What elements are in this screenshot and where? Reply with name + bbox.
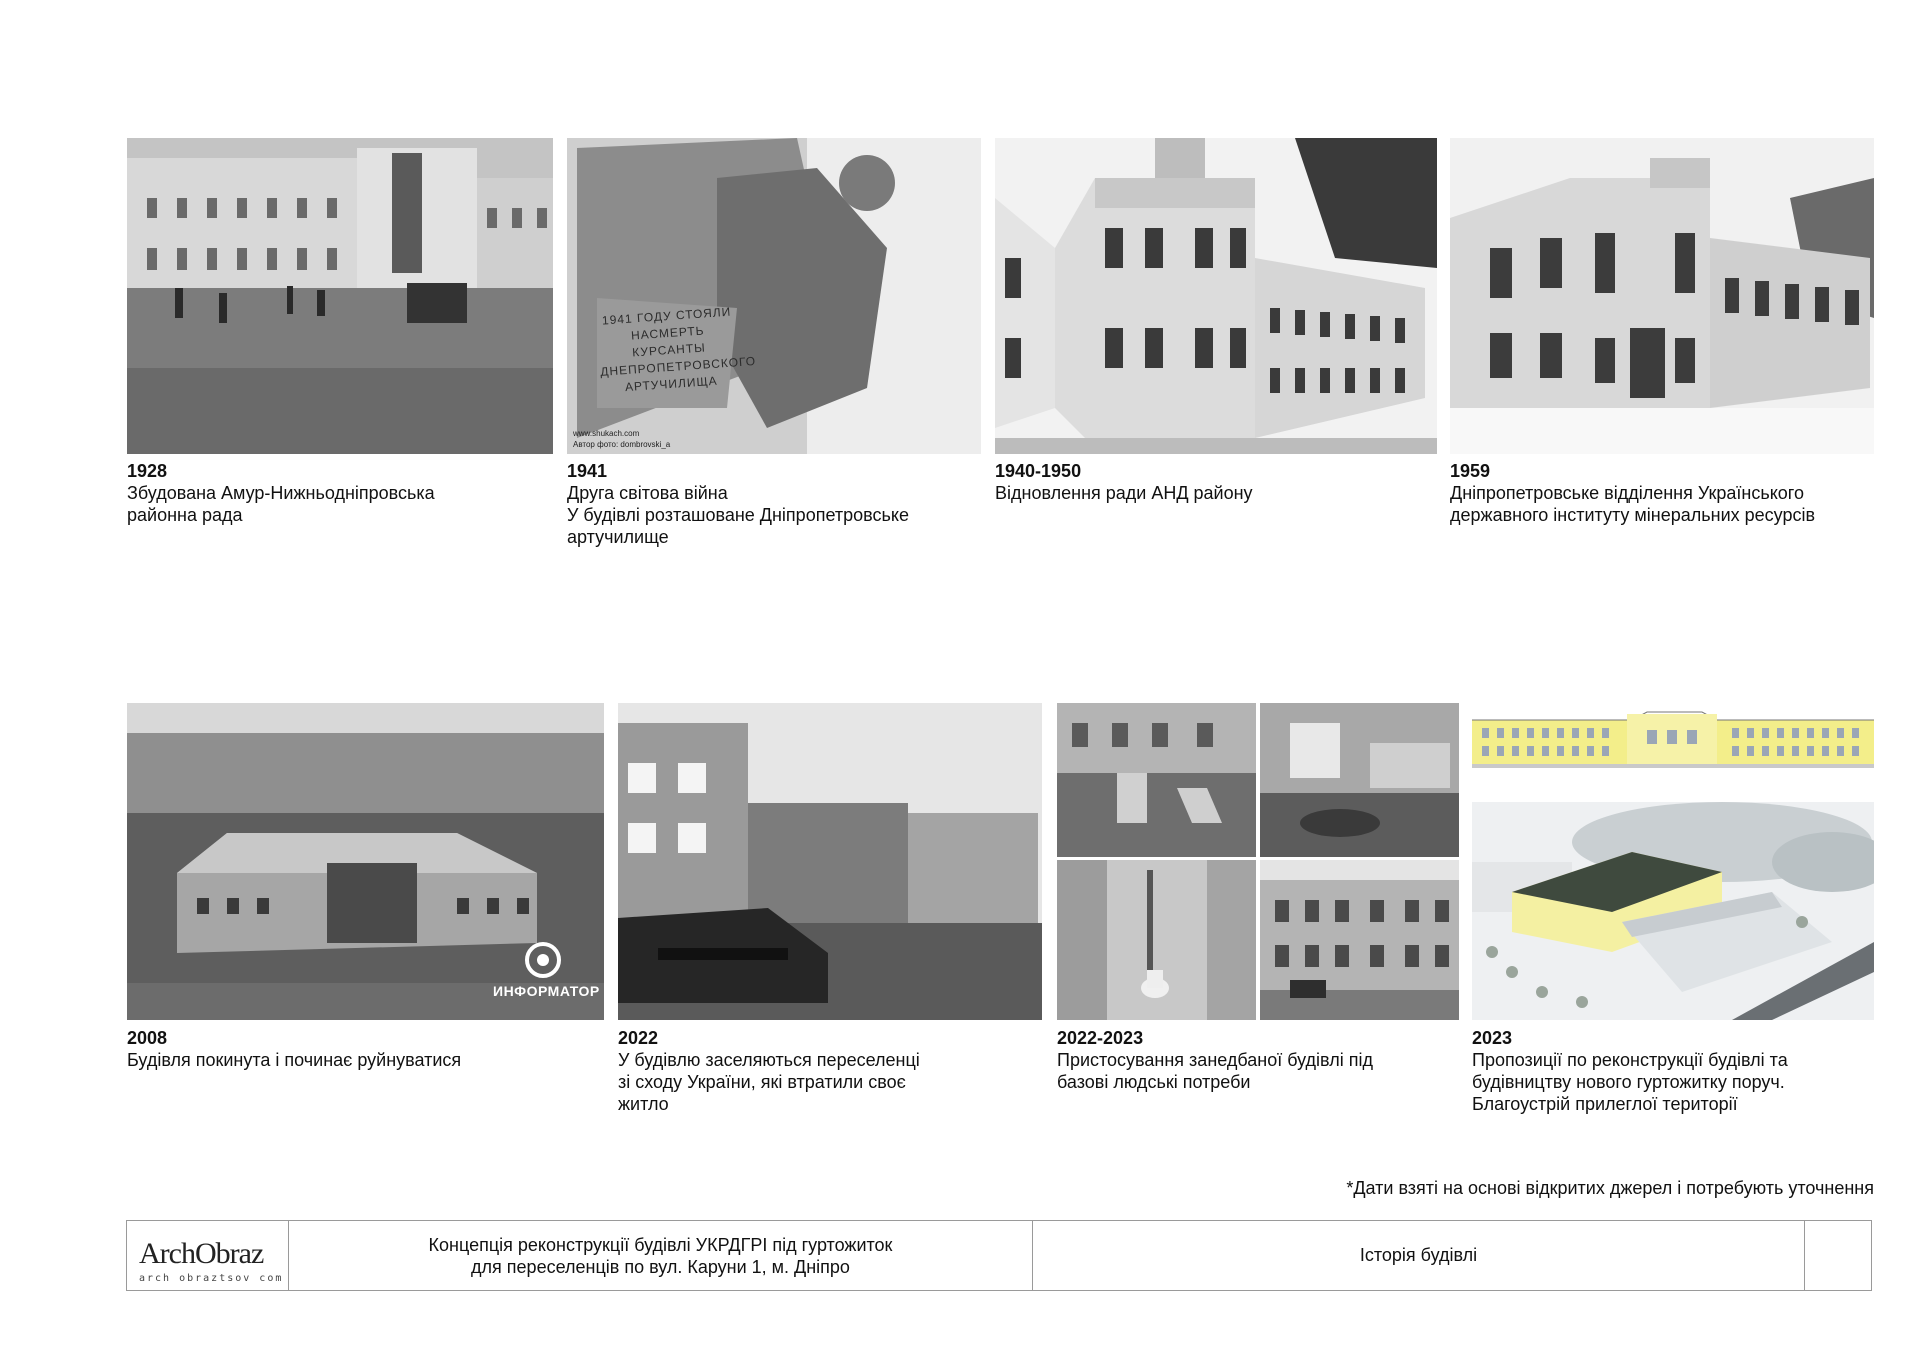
caption-line: У будівлю заселяються переселенці bbox=[618, 1050, 920, 1070]
photo-2022-2023-carousel bbox=[1260, 703, 1459, 857]
caption-line: будівництву нового гуртожитку поруч. bbox=[1472, 1072, 1785, 1092]
photo-2022-courtyard bbox=[618, 703, 1042, 1020]
caption-year: 1959 bbox=[1450, 461, 1491, 481]
section-title: Історія будівлі bbox=[1359, 1245, 1478, 1265]
caption-line: Благоустрій прилеглої території bbox=[1472, 1094, 1738, 1114]
caption-line: житло bbox=[618, 1094, 669, 1114]
caption-line: У будівлі розташоване Дніпропетровське bbox=[567, 505, 909, 525]
caption-line: Збудована Амур-Нижньодніпровська bbox=[127, 483, 435, 503]
caption-line: Відновлення ради АНД району bbox=[995, 483, 1253, 503]
caption-2022 bbox=[618, 1027, 920, 1115]
informator-watermark: ИНФОРМАТОР bbox=[493, 983, 600, 999]
photo-2022-2023-facade bbox=[1260, 860, 1459, 1020]
caption-1959 bbox=[1450, 460, 1815, 526]
photo-1941-memorial-relief bbox=[567, 138, 981, 454]
caption-line: районна рада bbox=[127, 505, 243, 525]
photo-1928-council-building bbox=[127, 138, 553, 454]
caption-line: Пропозиції по реконструкції будівлі та bbox=[1472, 1050, 1788, 1070]
section-title-cell bbox=[1033, 1221, 1805, 1290]
dates-disclaimer-note: *Дати взяті на основі відкритих джерел і потребують уточнення bbox=[1346, 1178, 1874, 1198]
photo-2023-masterplan-render bbox=[1472, 802, 1874, 1020]
photo-2023-elevation-drawing bbox=[1472, 708, 1874, 771]
caption-year: 2022 bbox=[618, 1028, 659, 1048]
caption-2022-2023 bbox=[1057, 1027, 1373, 1093]
logo-cell bbox=[127, 1221, 289, 1290]
photo-2022-2023-bathroom bbox=[1057, 860, 1256, 1020]
caption-year: 2023 bbox=[1472, 1028, 1513, 1048]
caption-line: базові людські потреби bbox=[1057, 1072, 1251, 1092]
memorial-credit-site: www.shukach.com bbox=[573, 429, 640, 438]
caption-1941 bbox=[567, 460, 909, 548]
caption-line: артучилище bbox=[567, 527, 669, 547]
sheet-number-cell bbox=[1805, 1221, 1871, 1290]
caption-1940-1950 bbox=[995, 460, 1253, 504]
project-title-line-2: для переселенців по вул. Каруни 1, м. Дніпро bbox=[471, 1256, 850, 1277]
project-title-line-1: Концепція реконструкції будівлі УКРДГРІ під гуртожиток bbox=[428, 1234, 893, 1255]
logo-subtitle: arch obraztsov com bbox=[139, 1273, 284, 1284]
title-block bbox=[126, 1220, 1872, 1291]
photo-2008-aerial-abandoned bbox=[127, 703, 604, 1020]
memorial-plaque-text: 1941 ГОДУ СТОЯЛИ НАСМЕРТЬ КУРСАНТЫ ДНЕПРОПЕТРОВСКОГО АРТУЧИЛИЩА bbox=[599, 304, 757, 395]
caption-2008 bbox=[127, 1027, 461, 1071]
photo-1959-institute-building bbox=[1450, 138, 1874, 454]
caption-line: Будівля покинута і починає руйнуватися bbox=[127, 1050, 462, 1070]
caption-year: 2022-2023 bbox=[1057, 1028, 1144, 1048]
caption-line: Пристосування занедбаної будівлі під bbox=[1057, 1050, 1373, 1070]
caption-line: зі сходу України, які втратили своє bbox=[618, 1072, 906, 1092]
photo-2022-2023-playground bbox=[1057, 703, 1256, 857]
caption-year: 1940-1950 bbox=[995, 461, 1082, 481]
caption-year: 1928 bbox=[127, 461, 168, 481]
caption-line: Дніпропетровське відділення Українського bbox=[1450, 483, 1804, 503]
caption-year: 2008 bbox=[127, 1028, 168, 1048]
project-title-cell bbox=[289, 1221, 1033, 1290]
caption-1928 bbox=[127, 460, 435, 526]
caption-2023 bbox=[1472, 1027, 1788, 1115]
photo-1940-1950-restored-building bbox=[995, 138, 1437, 454]
caption-line: Друга світова війна bbox=[567, 483, 728, 503]
archobraz-logo: ArchObraz bbox=[139, 1237, 264, 1270]
memorial-credit-author: Автор фото: dombrovski_a bbox=[573, 440, 671, 449]
caption-line: державного інституту мінеральних ресурсів bbox=[1450, 505, 1816, 525]
caption-year: 1941 bbox=[567, 461, 608, 481]
